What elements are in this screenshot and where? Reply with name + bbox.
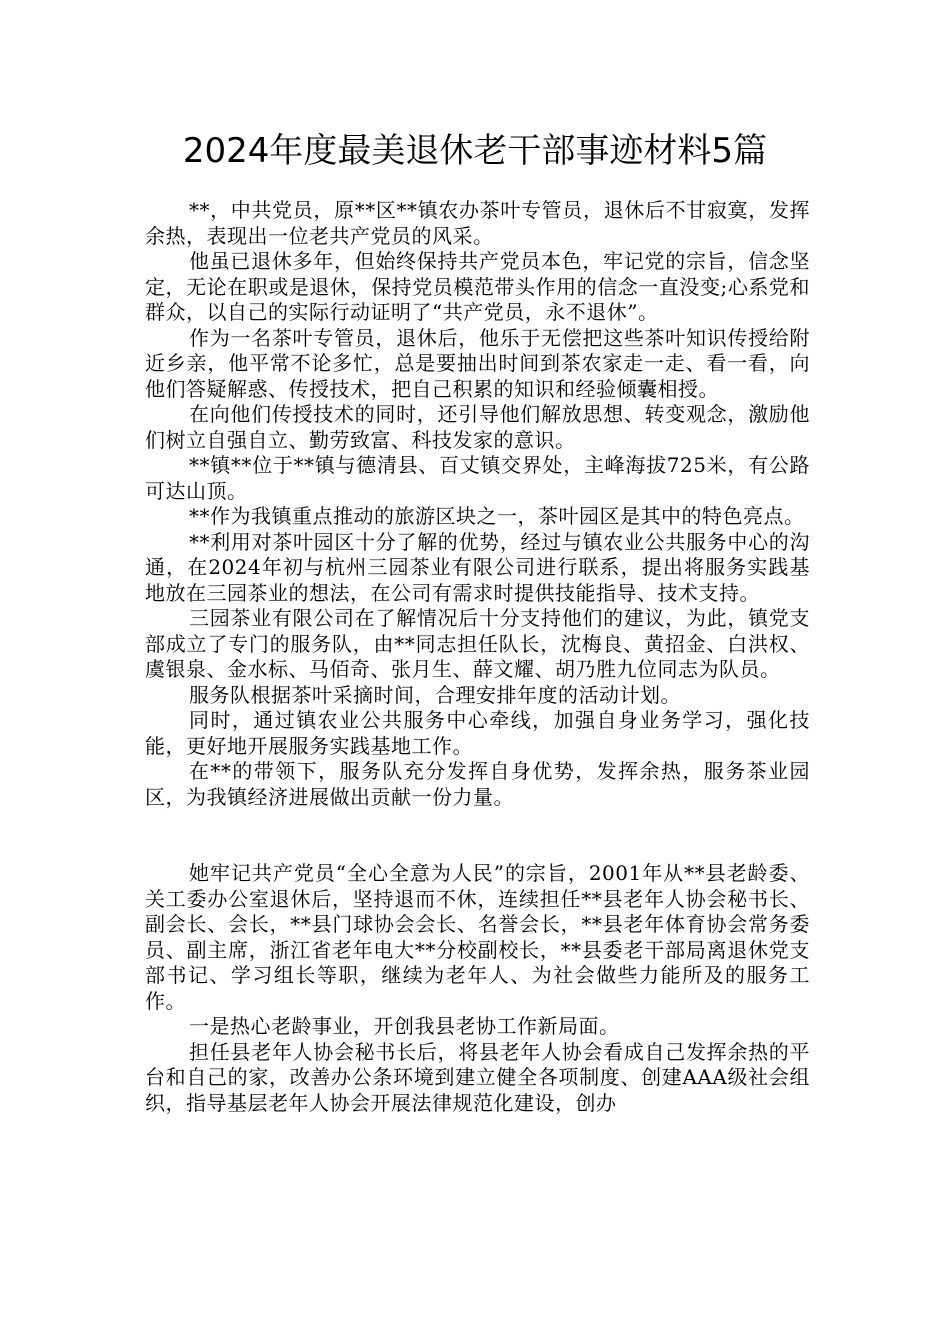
paragraph-9: 服务队根据茶叶采摘时间，合理安排年度的活动计划。 bbox=[189, 682, 681, 707]
paragraph-12: 她牢记共产党员“全心全意为人民”的宗旨，2001年从**县老龄委、关工委办公室退休后，坚持退而不休，连续担任**县老年人协会秘书长、副会长、会长，**县门球协会会长、名誉会长，**县老年体育协会常务委员、副主席，浙江省老年电大**分校副校长，**县委老干部局离退休党支部书记、学习组长等职，继续为老年人、为社会做些力能所及的服务工作。 bbox=[145, 861, 810, 1013]
paragraph-13: 一是热心老龄事业，开创我县老协工作新局面。 bbox=[189, 1014, 620, 1038]
document-body bbox=[145, 198, 810, 1116]
paragraph-3: 作为一名茶叶专管员，退休后，他乐于无偿把这些茶叶知识传授给附近乡亲，他平常不论多忙，总是要抽出时间到茶农家走一走、看一看，向他们答疑解惑、传授技术，把自己积累的知识和经验倾囊相授。 bbox=[145, 325, 810, 401]
paragraph-5: **镇**位于**镇与德清县、百丈镇交界处，主峰海拔725米，有公路可达山顶。 bbox=[145, 453, 810, 503]
paragraph-6: **作为我镇重点推动的旅游区块之一，茶叶园区是其中的特色亮点。 bbox=[189, 504, 805, 528]
paragraph-4: 在向他们传授技术的同时，还引导他们解放思想、转变观念，激励他们树立自强自立、勤劳致富、科技发家的意识。 bbox=[145, 402, 810, 452]
paragraph-11: 在**的带领下，服务队充分发挥自身优势，发挥余热，服务茶业园区，为我镇经济进展做出贡献一份力量。 bbox=[145, 759, 810, 809]
paragraph-8: 三园茶业有限公司在了解情况后十分支持他们的建议，为此，镇党支部成立了专门的服务队，由**同志担任队长，沈梅良、黄招金、白洪权、虞银泉、金水标、马佰奇、张月生、薛文耀、胡乃胜九位同志为队员。 bbox=[145, 606, 810, 681]
paragraph-10: 同时，通过镇农业公共服务中心牵线，加强自身业务学习，强化技能，更好地开展服务实践基地工作。 bbox=[145, 708, 810, 758]
paragraph-7: **利用对茶叶园区十分了解的优势，经过与镇农业公共服务中心的沟通，在2024年初与杭州三园茶业有限公司进行联系，提出将服务实践基地放在三园茶业的想法，在公司有需求时提供技能指导、技术支持。 bbox=[145, 529, 810, 605]
document-title: 2024年度最美退休老干部事迹材料5篇 bbox=[182, 131, 768, 171]
paragraph-1: **，中共党员，原**区**镇农办茶叶专管员，退休后不甘寂寞，发挥余热，表现出一位老共产党员的风采。 bbox=[145, 198, 810, 248]
paragraph-14: 担任县老年人协会秘书长后，将县老年人协会看成自己发挥余热的平台和自己的家，改善办公条环境到建立健全各项制度、创建AAA级社会组织，指导基层老年人协会开展法律规范化建设，创办 bbox=[145, 1039, 810, 1115]
paragraph-2: 他虽已退休多年，但始终保持共产党员本色，牢记党的宗旨，信念坚定，无论在职或是退休，保持党员模范带头作用的信念一直没变;心系党和群众，以自己的实际行动证明了“共产党员，永不退休”。 bbox=[145, 249, 810, 324]
